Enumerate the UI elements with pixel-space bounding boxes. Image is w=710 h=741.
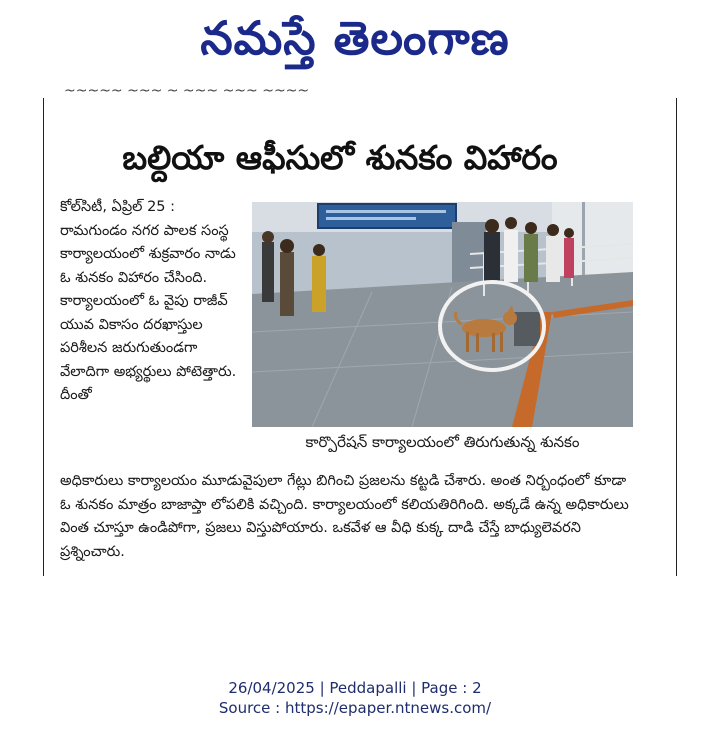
article-headline: బల్దియా ఆఫీసులో శునకం విహారం <box>122 138 558 177</box>
photo-caption: కార్పొరేషన్ కార్యాలయంలో తిరుగుతున్న శునకం <box>252 427 633 457</box>
edition-info: 26/04/2025 | Peddapalli | Page : 2 <box>228 679 482 697</box>
source-link[interactable]: Source : https://epaper.ntnews.com/ <box>218 699 492 717</box>
cropped-text-line: ~~~~~ ~~~ ~ ~~~ ~~~ ~~~~ <box>64 83 310 99</box>
page-footer <box>0 678 710 718</box>
article-body-wide <box>60 470 638 564</box>
newspaper-masthead: నమస్తే తెలంగాణ <box>200 11 510 65</box>
article-body-left: కోల్‌సిటీ, ఏప్రిల్ 25 : రామగుండం నగర పాలక సంస్థ కార్యాలయంలో శుక్రవారం నాడు ఓ శునకం విహారం చేసింది. కార్యాలయంలో ఓ వైపు రాజీవ్ యువ వికాసం దరఖాస్తుల పరిశీలన జరుగుతుండగా వేలాదిగా అభ్యర్థులు పోటెత్తారు. దీంతో <box>60 199 237 403</box>
right-column-rule <box>676 98 677 576</box>
article-body-column <box>60 196 242 408</box>
article-body-continuation: అధికారులు కార్యాలయం మూడువైపులా గేట్లు బిగించి ప్రజలను కట్టడి చేశారు. అంత నిర్బంధంలో కూడా ఓ శునకం మాత్రం బాజాప్తా లోపలికి వచ్చింది. కార్యాలయంలో కలియతిరిగింది. అక్కడే ఉన్న అధికారులు వింత చూస్తూ ఉండిపోగా, ప్రజలు విస్తుపోయారు. ఒకవేళ ఆ వీధి కుక్క దాడి చేస్తే బాధ్యులెవరని ప్రశ్నించారు. <box>60 473 629 560</box>
office-dog-photo <box>252 202 633 427</box>
article-photo <box>252 202 633 427</box>
